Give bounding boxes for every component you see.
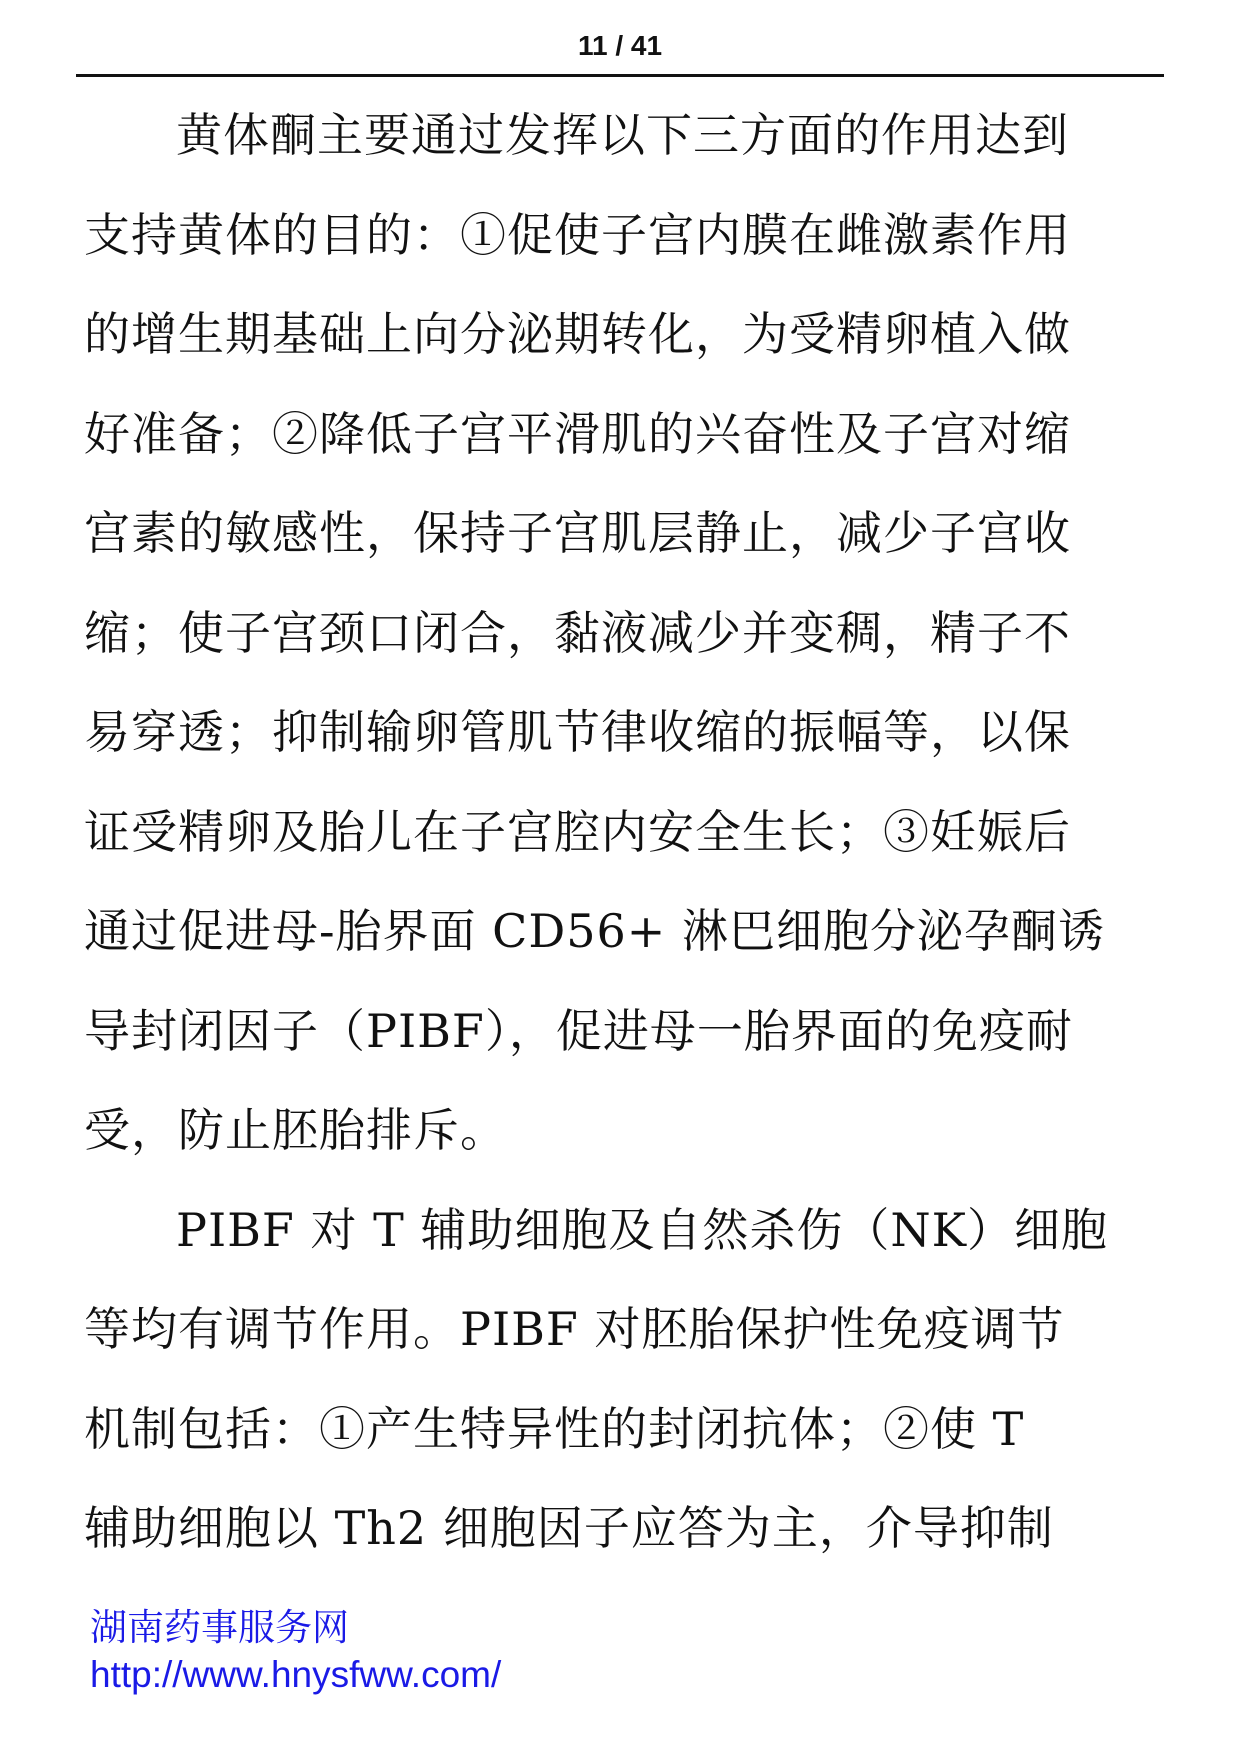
text-line: 等均有调节作用。PIBF 对胚胎保护性免疫调节: [84, 1302, 1065, 1356]
text-line: 机制包括：①产生特异性的封闭抗体；②使 T: [84, 1401, 1025, 1456]
text-line: 通过促进母-胎界面 CD56+ 淋巴细胞分泌孕酮诱: [84, 904, 1105, 958]
footer-site-link[interactable]: http://www.hnysfww.com/: [90, 1654, 502, 1695]
paragraph-progesterone-functions: [84, 86, 1156, 1181]
paragraph-pibf-regulation: [84, 1181, 1156, 1579]
footer: [90, 1604, 501, 1698]
text-line: 受，防止胚胎排斥。: [84, 1103, 507, 1157]
text-line: 的增生期基础上向分泌期转化，为受精卵植入做: [84, 307, 1071, 361]
text-line: PIBF 对 T 辅助细胞及自然杀伤（NK）细胞: [176, 1202, 1109, 1257]
text-line: 证受精卵及胎儿在子宫腔内安全生长；③妊娠后: [84, 804, 1071, 859]
header-divider: [76, 74, 1164, 77]
text-line: 易穿透；抑制输卵管肌节律收缩的振幅等，以保: [84, 705, 1071, 759]
text-line: 好准备；②降低子宫平滑肌的兴奋性及子宫对缩: [84, 406, 1071, 461]
page-number: 11 / 41: [577, 30, 663, 61]
text-line: 导封闭因子（PIBF），促进母一胎界面的免疫耐: [84, 1003, 1073, 1058]
text-line: 支持黄体的目的：①促使子宫内膜在雌激素作用: [84, 207, 1071, 262]
text-line: 缩；使子宫颈口闭合，黏液减少并变稠，精子不: [84, 605, 1071, 660]
document-body: [84, 86, 1156, 1579]
footer-site-name: 湖南药事服务网: [90, 1607, 349, 1648]
text-line: 黄体酮主要通过发挥以下三方面的作用达到: [176, 108, 1069, 162]
text-line: 辅助细胞以 Th2 细胞因子应答为主，介导抑制: [84, 1501, 1054, 1555]
text-line: 宫素的敏感性，保持子宫肌层静止，减少子宫收: [84, 506, 1071, 560]
